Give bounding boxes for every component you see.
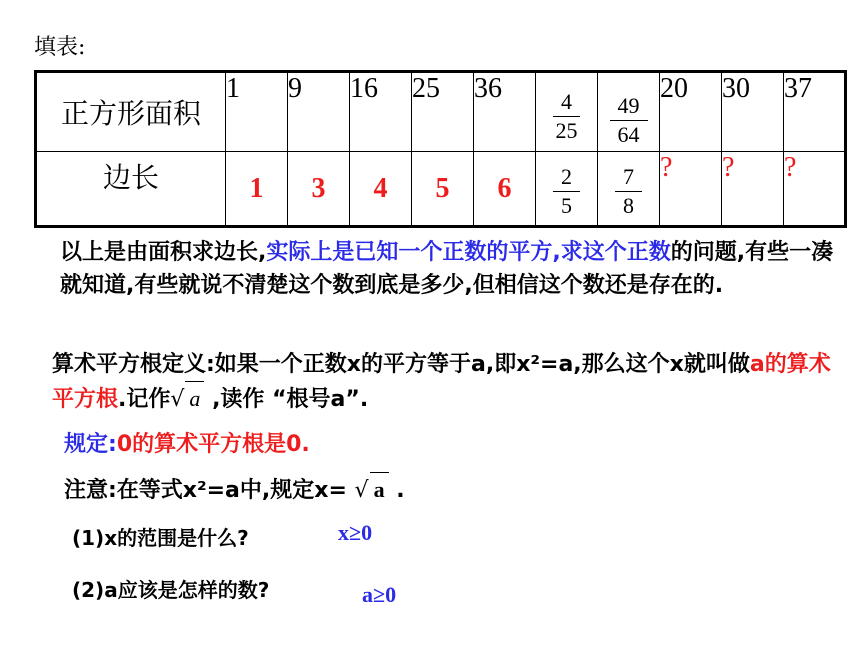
area-fraction-cell [598, 72, 660, 152]
fraction: $\frac{2}{5}$ [553, 166, 580, 217]
definition-term: a的算术平方根 [52, 352, 831, 412]
side-cell: 6 [474, 152, 536, 227]
definition-paragraph: 算术平方根定义:如果一个正数x的平方等于a,即x²=a,那么这个x就叫做a的算术平方根.记作√ a ,读作 “根号a”. [52, 348, 842, 416]
side-cell: 1 [226, 152, 288, 227]
intro-paragraph: 以上是由面积求边长,实际上是已知一个正数的平方,求这个正数的问题,有些一凑就知道,有些就说不清楚这个数到底是多少,但相信这个数还是存在的. [60, 240, 834, 298]
side-fraction-cell [536, 152, 598, 227]
area-cell: 25 [412, 72, 474, 152]
side-row-label: 边长 [36, 152, 226, 227]
area-cell: 37 [784, 72, 846, 152]
area-cell: 30 [722, 72, 784, 152]
sqrt-symbol: √ [170, 387, 185, 412]
side-cell: 4 [350, 152, 412, 227]
side-cell: 5 [412, 152, 474, 227]
side-fraction-cell [598, 152, 660, 227]
sqrt-argument: a [185, 381, 204, 415]
rule-line: 规定:0的算术平方根是0. [64, 432, 310, 457]
fraction: $\frac{7}{8}$ [615, 166, 642, 217]
area-row [36, 72, 846, 152]
area-row-label: 正方形面积 [36, 72, 226, 152]
highlight-text: 实际上是已知一个正数的平方,求这个正数 [266, 240, 671, 265]
side-row [36, 152, 846, 227]
side-cell: 3 [288, 152, 350, 227]
answer-2: a≥0 [362, 582, 397, 607]
sqrt-symbol: √ [354, 478, 369, 503]
answer-1: x≥0 [338, 520, 373, 545]
area-fraction-cell [536, 72, 598, 152]
note-line: 注意:在等式x²=a中,规定x= √ a . [64, 472, 405, 507]
page-heading: 填表: [34, 35, 86, 60]
fraction: $\frac{49}{64}$ [610, 95, 648, 146]
unknown-cell: ? [722, 152, 784, 227]
area-cell: 36 [474, 72, 536, 152]
area-cell: 9 [288, 72, 350, 152]
area-cell: 16 [350, 72, 412, 152]
square-table [34, 70, 847, 228]
sqrt-argument: a [370, 472, 389, 506]
unknown-cell: ? [784, 152, 846, 227]
unknown-cell: ? [660, 152, 722, 227]
question-2: (2)a应该是怎样的数? [72, 578, 270, 602]
question-1: (1)x的范围是什么? [72, 526, 249, 550]
area-cell: 1 [226, 72, 288, 152]
fraction: $\frac{4}{25}$ [548, 91, 586, 142]
area-cell: 20 [660, 72, 722, 152]
